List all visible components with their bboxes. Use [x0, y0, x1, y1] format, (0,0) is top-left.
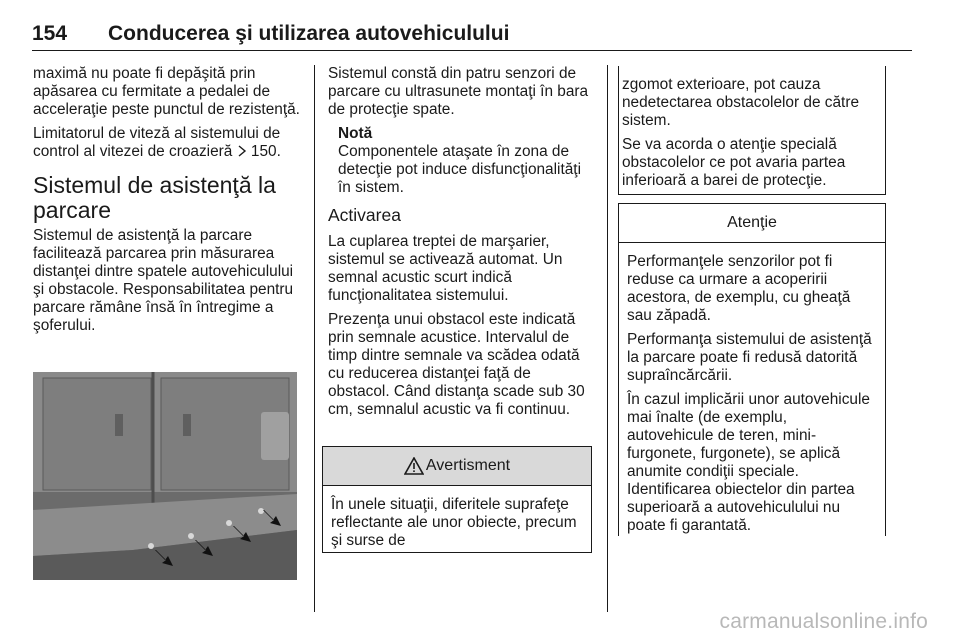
warning-box-header	[323, 446, 591, 486]
paragraph: Sistemul constă din patru senzori de parcare cu ultrasunete montaţi în bara de protecţie spate.	[328, 65, 589, 118]
paragraph: La cuplarea treptei de marşarier, sistemul se activează automat. Un semnal acustic scurt indică funcţionalitatea sistemului.	[328, 233, 563, 304]
caution-box	[618, 203, 886, 536]
caution-box-body	[619, 243, 885, 535]
paragraph: zgomot exterioare, pot cauza nedetectarea obstacolelor de către sistem.	[622, 76, 859, 129]
column-right	[622, 76, 884, 196]
warning-box-title: Avertisment	[425, 457, 511, 474]
column-left	[33, 65, 305, 341]
page-reference-arrow-icon	[237, 143, 247, 160]
column-divider-left	[314, 65, 315, 612]
caution-box-title: Atenţie	[727, 214, 777, 231]
note-text: Componentele ataşate în zona de detecţie pot induce disfuncţionalităţi în sistem.	[338, 143, 581, 196]
warning-box	[322, 446, 592, 553]
caution-box-header	[619, 203, 885, 243]
column-divider-right	[607, 65, 608, 612]
chapter-title: Conducerea şi utilizarea autovehiculului	[108, 22, 510, 45]
page-number: 154	[32, 22, 68, 45]
paragraph: Prezenţa unui obstacol este indicată prin semnale acustice. Intervalul de timp dintre semnale va scădea odată cu reducerea distanţei faţă de obstacol. Când distanţa scade sub 30 cm, semnalul acustic va fi continuu.	[328, 311, 585, 418]
watermark: carmanualsonline.info	[719, 610, 928, 633]
note-title: Notă	[338, 125, 373, 142]
header-rule	[32, 50, 912, 51]
paragraph: Sistemul de asistenţă la parcare facilitează parcarea prin măsurarea distanţei dintre spatele autovehiculului şi obstacole. Responsabilitatea pentru parcare rămâne însă în întregime a şoferului.	[33, 227, 294, 334]
page-reference-link[interactable]: 150.	[250, 143, 281, 160]
paragraph: În cazul implicării unor autovehicule mai înalte (de exemplu, autovehicule de teren, mini-furgonete, furgonete), se aplică anumite condiţii speciale. Identificarea obiectelor din partea superioară a autovehiculului nu poate fi garantată.	[627, 391, 870, 534]
warning-box-body	[323, 486, 591, 550]
paragraph: În unele situaţii, diferitele suprafeţe reflectante ale unor obiecte, precum şi surse de	[331, 496, 577, 549]
paragraph: Performanţele senzorilor pot fi reduse ca urmare a acoperirii acestora, de exemplu, cu gheaţă sau zăpadă.	[627, 253, 851, 324]
paragraph: Performanţa sistemului de asistenţă la parcare poate fi redusă datorită supraîncărcării.	[627, 331, 872, 384]
note-block	[328, 125, 596, 197]
warning-triangle-icon	[404, 457, 424, 475]
paragraph-text: Limitatorul de viteză al sistemului de control al vitezei de croazieră	[33, 125, 281, 160]
section-heading: Sistemul de asistenţă la parcare	[33, 172, 276, 223]
page-header	[32, 22, 912, 52]
van-rear-figure	[33, 372, 297, 580]
subheading: Activarea	[328, 205, 401, 225]
paragraph: maximă nu poate fi depăşită prin apăsarea cu fermitate a pedalei de acceleraţie peste punctul de rezistenţă.	[33, 65, 300, 118]
paragraph: Se va acorda o atenţie specială obstacolelor ce pot avaria partea inferioară a barei de protecţie.	[622, 136, 846, 189]
column-middle	[328, 65, 596, 425]
paragraph-limiter	[33, 125, 305, 161]
